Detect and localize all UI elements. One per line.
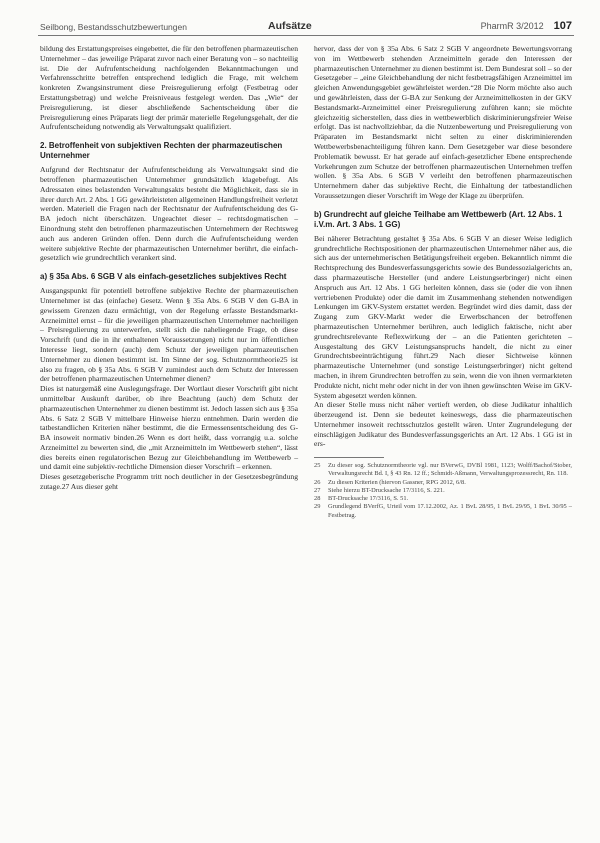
paragraph: Ausgangspunkt für potentiell betroffene subjektive Rechte der pharmazeutischen Unternehmer ist das (einfache) Gesetz. Wenn § 35a Abs. 6 SGB V den G-BA in gewissem Grenzen dazu ermächtigt, von der Regelung erfasste Bestandsmarkt-Arzneimittel ernst – für die jeweiligen pharmazeutischen Unternehmer nachteiligen – Preisregulierung zu unterwerfen, stellt sich die naheliegende Frage, ob diese Vorschrift (und die in ihr enthaltenen Voraussetzungen) nicht nur im öffentlichen Interesse liegt, sondern (auch) dem Schutz der jeweiligen pharmazeutischen Unternehmer zu dienen bestimmt ist. Im Sinne der sog. Schutznormtheorie25 ist also zu fragen, ob § 35a Abs. 6 SGB V zumindest auch dem Schutz der Interessen der betroffenen pharmazeutischen Unternehmer dienen? [40, 286, 298, 384]
running-header [0, 0, 600, 42]
paragraph: An dieser Stelle muss nicht näher vertieft werden, ob diese Judikatur inhaltlich überzeugend ist. Denn sie bedeutet keineswegs, dass die pharmazeutischen Unternehmer insoweit rechtsschutzlos gestellt wären. Unter Zugrundelegung der einschlägigen Judikatur des Bundesverfassungsgerichts an Art. 12 Abs. 1 GG ist in ers- [314, 400, 572, 449]
left-column [40, 44, 298, 492]
section-heading: 2. Betroffenheit von subjektiven Rechten der pharmazeutischen Unternehmer [40, 141, 283, 161]
paragraph: Dies ist naturgemäß eine Auslegungsfrage. Der Wortlaut dieser Vorschrift gibt nicht unmittelbar Auskunft darüber, ob ihre Beachtung (auch) dem Schutz der pharmazeutischen Unternehmer zu dienen bestimmt ist. Jedoch lassen sich aus § 35a Abs. 6 Satz 2 SGB V mittelbare Hinweise hierzu entnehmen. Darin werden die tatbestandlichen Kriterien näher bestimmt, die die Ermessensentscheidung des G-BA insoweit normativ binden.26 Wenn es dort heißt, dass vorrangig u.a. solche Arzneimittel zu bewerten sind, die „mit Arzneimitteln im Wettbewerb stehen“, lässt dies bereits einen regulatorischen Bezug zur Gleichbehandlung im Wettbewerb – und damit eine subjektiv-rechtliche Dimension dieser Vorschrift – erkennen. [40, 384, 298, 472]
footnotes [314, 462, 572, 519]
header-section: Aufsätze [268, 20, 312, 32]
paragraph: Aufgrund der Rechtsnatur der Aufrufentscheidung als Verwaltungsakt sind die betroffenen pharmazeutischen Unternehmer grundsätzlich klagebefugt. Als Adressaten eines belastenden Verwaltungsakts besteht die Möglichkeit, dass sie in ihrer durch Art. 2 Abs. 1 GG gewährleisteten allgemeinen Handlungsfreiheit verletzt werden. Materiell die Fragen nach der Rechtsnatur der Aufrufentscheidung des G-BA jedoch nicht überschätzen. Ungeachtet dieser – rechtsdogmatischen – Einordnung steht den betroffenen pharmazeutischen Unternehmern der Rechtsweg auch aus anderen Gründen offen. Denn durch die Aufrufentscheidung werden weitere subjektive Rechte der pharmazeutischen Unternehmer berührt, die einfach-gesetzlich wie grundrechtlich verankert sind. [40, 165, 298, 263]
header-authors: Seilbong, Bestandsschutzbewertungen [40, 22, 187, 32]
page-number: 107 [553, 20, 572, 32]
paragraph: hervor, dass der von § 35a Abs. 6 Satz 2 SGB V angeordnete Bewertungsvorrang von im Wettbewerb stehenden Arzneimitteln gerade den Interessen der pharmazeutischen Unternehmer zu dienen bestimmt ist. Dem Bundesrat soll – so der Gesetzgeber – „eine Gleichbehandlung der nicht festbetragsfähigen Arzneimittel im gleichen Anwendungsgebiet gewährleistet werden.“28 Die Norm möchte also auch und gewährleisten, dass der G-BA zur Senkung der Arzneimittelkosten in der GKV Bestandsmarkt-Arzneimittel einer Preisregulierung zuführen kann; sie möchte gleichzeitig sicherstellen, dass dies in wettbewerblich diskriminierungsfreier Weise erfolgt. Das ist nachvollziehbar, da die Nutzenbewertung und Preisregulierung von Präparaten im Bestandsmarkt nicht selten zu einer diskriminierenden Wettbewerbsbenachteiligung führen kann. Dem Gesetzgeber war diese besondere Problematik bewusst. Er hat gerade auf einfach-gesetzlicher Ebene entsprechende Vorkehrungen zum Schutze der betroffenen pharmazeutischen Unternehmen treffen wollen. § 35a Abs. 6 SGB V verleiht den betroffenen pharmazeutischen Unternehmern daher das subjektive Recht, die Einhaltung der tatbestandlichen Voraussetzungen dieser Vorschrift im Wege der Klage zu überprüfen. [314, 44, 572, 200]
footnote: 25 Zu dieser sog. Schutznormtheorie vgl. nur BVerwG, DVBl 1981, 1123; Wolff/Bachof/Stober, Verwaltungsrecht Bd. I, § 43 Rn. 12 ff.; Schmidt-Aßmann, Verwaltungsprozessrecht, Rn. 118. [314, 462, 572, 478]
subsection-heading: a) § 35a Abs. 6 SGB V als einfach-gesetzliches subjektives Recht [40, 272, 287, 282]
paragraph: Bei näherer Betrachtung gestaltet § 35a Abs. 6 SGB V an dieser Weise lediglich grundrechtliche Rechtspositionen der pharmazeutischen Unternehmer näher aus, die sich aus der unternehmerischen Betätigungsfreiheit ergeben. Bekanntlich nimmt die Rechtsprechung des Bundesverfassungsgerichts sowie des Bundessozialgerichts an, dass pharmazeutische Hersteller (und andere Leistungserbringer) nicht einen Anspruch aus Art. 12 Abs. 1 GG herleiten können, dass sie (oder die von ihnen vertriebenen Produkte) oder die damit im Zusammenhang stehenden notwendigen Lenkungen im GKV-System erstattet werden. Begründet wird dies damit, dass der Zugang zum GKV-Markt weder die Erwerbschancen der betroffenen pharmazeutischen Unternehmer berühren, auch lediglich faktische, nicht aber grundrechtsrelevante Reflexwirkung der – an die Patienten gerichteten – Ausgestaltung des GKV Leistungsanspruchs handelt, die nicht zu einer Grundrechtsbeeinträchtigung führt.29 Nach dieser Sichtweise können pharmazeutische Unternehmer (und sonstige Leistungserbringer) nicht geltend machen, in ihrem Grundrechten betroffen zu sein, wenn die von ihnen vermarkteten Produkte nicht, nicht mehr oder nicht in der von ihnen gewünschten Weise im GKV-System abgesetzt werden können. [314, 233, 572, 400]
footnote-rule [314, 457, 384, 458]
footnote: 28 BT-Drucksache 17/3116, S. 51. [314, 495, 409, 503]
footnote: 26 Zu diesen Kriterien (hiervon Gassner, RPG 2012, 6/8. [314, 478, 466, 486]
header-rule [38, 35, 574, 36]
footnote: 27 Siehe hierzu BT-Drucksache 17/3116, S. 221. [314, 486, 445, 494]
subsection-heading: b) Grundrecht auf gleiche Teilhabe am Wettbewerb (Art. 12 Abs. 1 i.V.m. Art. 3 Abs. 1 GG) [314, 209, 563, 229]
footnote: 29 Grundlegend BVerfG, Urteil vom 17.12.2002, Az. 1 BvL 28/95, 1 BvL 29/95, 1 BvL 30/95 – Festbetrag. [314, 503, 572, 519]
paragraph: Dieses gesetzgeberische Programm tritt noch deutlicher in der Gesetzesbegründung zutage.27 Aus dieser geht [40, 472, 298, 492]
header-journal: PharmR 3/2012 [480, 21, 544, 31]
right-column [314, 44, 572, 520]
header-journal-page [481, 20, 572, 32]
paragraph: bildung des Erstattungspreises eingebettet, die für den betroffenen pharmazeutischen Unternehmer – das jeweilige Präparat zuvor nach einer Beratung von – so nachteilig ist. Die der Aufrufentscheidung nachfolgenden Bekanntmachungen und Verfahrensschritte betreffen entsprechend lediglich die Frage, mit welchem konkreten Zwangsinstrument diese Preisregulierung erfolgt (Festbetrag oder Erstattungsbetrag) und welche Preisniveaus festgelegt werden. Das „Wie“ der Preisregulierung, ist dieser abschließende Sachentscheidung über die Preisregulierung eines Präparats liegt der primär materielle Regelungsgehalt, der die Aufrufentscheidung notwendig als Verwaltungsakt qualifiziert. [40, 44, 298, 132]
